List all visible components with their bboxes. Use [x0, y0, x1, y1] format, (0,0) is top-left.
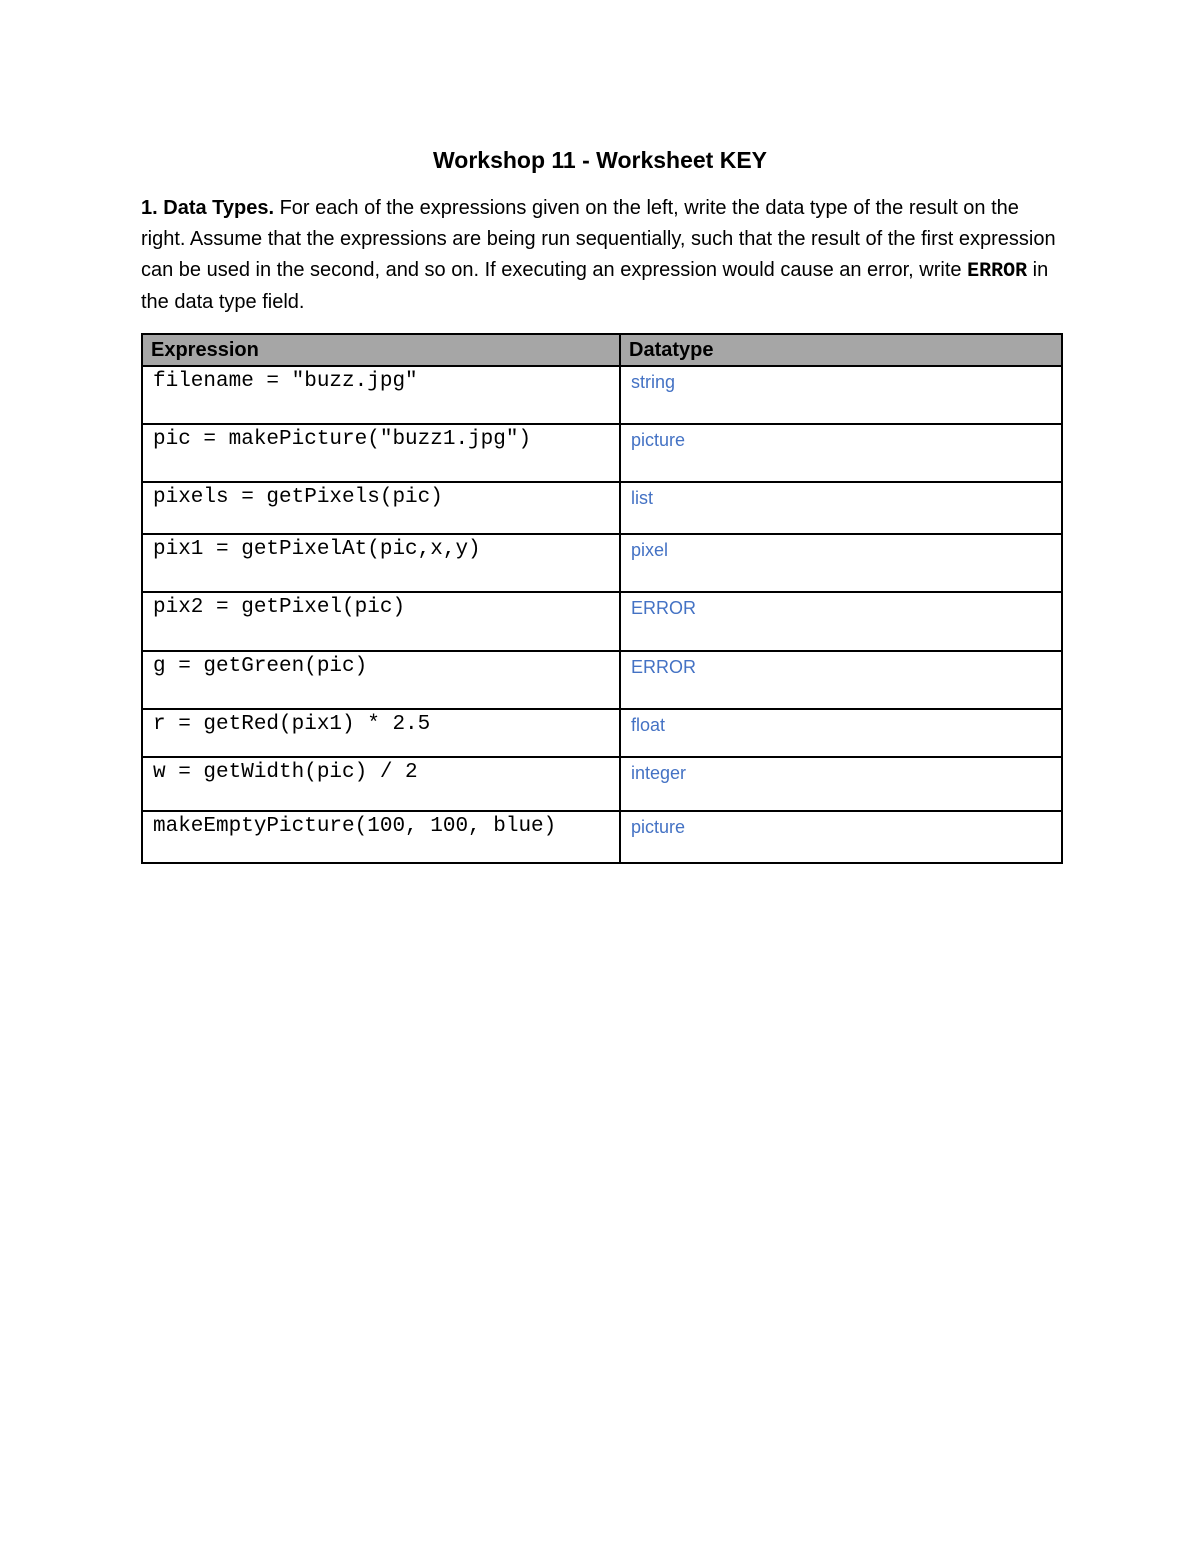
question-1	[141, 193, 1066, 318]
datatype-cell: ERROR	[620, 651, 1062, 709]
header-datatype: Datatype	[620, 334, 1062, 366]
datatype-cell: pixel	[620, 534, 1062, 592]
datatype-cell: picture	[620, 424, 1062, 482]
datatype-cell: picture	[620, 811, 1062, 863]
table-row	[142, 757, 1062, 811]
datatype-cell: float	[620, 709, 1062, 757]
expression-cell: r = getRed(pix1) * 2.5	[142, 709, 620, 757]
expression-cell: g = getGreen(pic)	[142, 651, 620, 709]
question-code-word: ERROR	[967, 260, 1028, 283]
datatype-cell: ERROR	[620, 592, 1062, 651]
page-title: Workshop 11 - Worksheet KEY	[432, 147, 768, 173]
table-row	[142, 366, 1062, 424]
answer-table	[141, 333, 1063, 864]
table-row	[142, 424, 1062, 482]
table-row	[142, 592, 1062, 651]
header-expression: Expression	[142, 334, 620, 366]
datatype-cell: list	[620, 482, 1062, 534]
datatype-cell: string	[620, 366, 1062, 424]
table-row	[142, 534, 1062, 592]
question-number: 1.	[141, 197, 158, 219]
table-row	[142, 709, 1062, 757]
expression-cell: pic = makePicture("buzz1.jpg")	[142, 424, 620, 482]
question-label: Data Types.	[163, 197, 275, 219]
table-row	[142, 811, 1062, 863]
expression-cell: makeEmptyPicture(100, 100, blue)	[142, 811, 620, 863]
expression-cell: pix2 = getPixel(pic)	[142, 592, 620, 651]
table-row	[142, 651, 1062, 709]
expression-cell: pix1 = getPixelAt(pic,x,y)	[142, 534, 620, 592]
question-text-after: in the data type field.	[141, 259, 1049, 313]
table-row	[142, 482, 1062, 534]
expression-cell: filename = "buzz.jpg"	[142, 366, 620, 424]
expression-cell: w = getWidth(pic) / 2	[142, 757, 620, 811]
datatype-cell: integer	[620, 757, 1062, 811]
expression-cell: pixels = getPixels(pic)	[142, 482, 620, 534]
table-header-row	[142, 334, 1062, 366]
question-text-before: For each of the expressions given on the left, write the data type of the result on the right. Assume that the expressions are being run sequentially, such that the result of the first expression can be used in the second, and so on. If executing an expression would cause an error, write	[141, 197, 1056, 281]
